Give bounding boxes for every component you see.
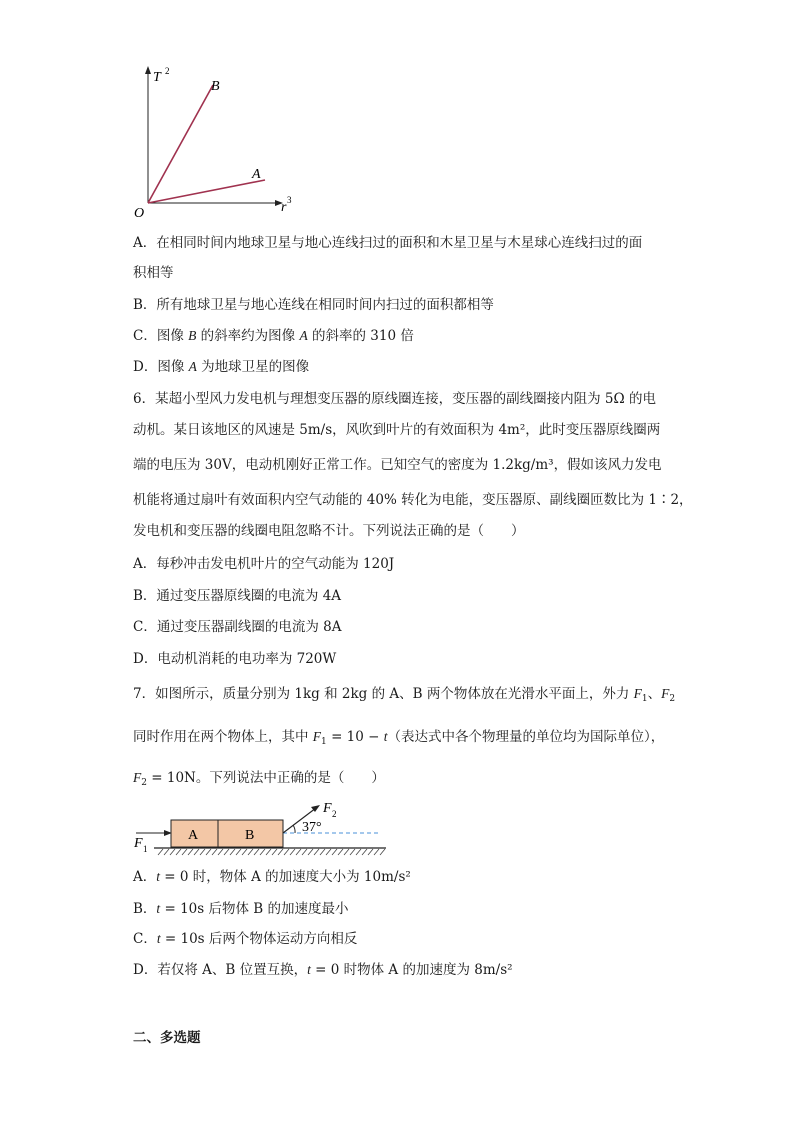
q7-option-b	[133, 899, 348, 919]
q7-option-c	[133, 929, 357, 949]
q7-b-t: t	[156, 901, 161, 916]
q7-a-pre: A．	[133, 869, 157, 885]
section-title-multiple-choice: 二、多选题	[133, 1030, 201, 1046]
q7-line2-pre: 同时作用在两个物体上，其中	[133, 729, 309, 745]
q7-b-post: = 10s 后物体 B 的加速度最小	[160, 901, 349, 917]
q7-d-t: t	[307, 962, 311, 977]
q5-c-pre: C．图像	[133, 328, 189, 344]
q7-option-d	[133, 960, 513, 980]
q7-c-pre: C．	[133, 931, 157, 947]
y-axis-arrow	[145, 66, 151, 74]
q5-option-c	[133, 326, 414, 346]
q7-d-val: 8m/s²	[474, 962, 513, 978]
q7-c-post: = 10s 后两个物体运动方向相反	[160, 931, 358, 947]
q7-line2-post: （表达式中各个物理量的单位均为国际单位），	[387, 729, 665, 745]
f2-label: F	[323, 801, 332, 816]
f1-label-sub: 1	[143, 844, 148, 854]
q7-c-t: t	[156, 931, 161, 946]
q7-separator: 、	[647, 686, 662, 702]
q5-d-post: 为地球卫星的图像	[196, 359, 310, 375]
q7-a-mid: = 0 时，物体 A 的加速度大小为	[160, 869, 364, 885]
q7-f1-subscript: 1	[641, 694, 648, 704]
q7-line2-eq: = 10 −	[326, 729, 384, 745]
q6-stem-line4: 机能将通过扇叶有效面积内空气动能的 40% 转化为电能，变压器原、副线圈匝数比为 1∶2，	[133, 492, 693, 508]
q7-stem-line3	[133, 768, 385, 793]
q7-stem-line1	[133, 684, 675, 709]
line-a	[148, 180, 265, 203]
f1-label: F	[134, 836, 143, 851]
q6-stem-line2: 动机。某日该地区的风速是 5m/s，风吹到叶片的有效面积为 4m²，此时变压器原线圈两	[133, 422, 661, 438]
q6-option-a: A．每秒冲击发电机叶片的空气动能为 120J	[133, 556, 395, 572]
q5-option-d	[133, 357, 309, 377]
q5-c-mid: 的斜率约为图像	[196, 328, 300, 344]
f2-label-sub: 2	[332, 809, 337, 819]
q7-line3-eq: = 10N	[146, 770, 196, 786]
q5-d-pre: D．图像	[133, 359, 189, 375]
q7-line3-sub: 2	[141, 778, 147, 788]
q6-stem-line1: 6．某超小型风力发电机与理想变压器的原线圈连接，变压器的副线圈接内阻为 5Ω 的电	[133, 391, 656, 407]
t2-r3-graph	[128, 60, 298, 225]
q7-a-val: 10m/s²	[363, 869, 411, 885]
angle-arc	[293, 825, 295, 833]
q6-option-c: C．通过变压器副线圈的电流为 8A	[133, 619, 342, 635]
q5-option-a-line2: 积相等	[133, 265, 174, 281]
q7-f1-symbol: F	[633, 686, 642, 701]
q7-d-pre: D．若仅将 A、B 位置互换，	[133, 962, 308, 978]
q6-stem-line5: 发电机和变压器的线圈电阻忽略不计。下列说法正确的是（ ）	[133, 523, 525, 539]
q6-stem-line3: 端的电压为 30V，电动机刚好正常工作。已知空气的密度为 1.2kg/m³，假如该风力发电	[133, 457, 662, 473]
q7-line2-f1: F	[312, 729, 322, 744]
q7-f2-symbol: F	[661, 686, 670, 701]
q7-line3-f: F	[133, 770, 142, 785]
ground-hatching	[158, 849, 385, 855]
q5-c-b: B	[188, 328, 197, 343]
q7-f2-subscript: 2	[669, 694, 676, 704]
q5-option-a-line1: A．在相同时间内地球卫星与地心连线扫过的面积和木星卫星与木星球心连线扫过的面	[133, 235, 643, 251]
angle-label: 37°	[302, 820, 322, 835]
line-b	[148, 85, 213, 203]
x-axis-sup: 3	[287, 195, 292, 205]
block-b-label: B	[245, 828, 255, 843]
q7-line1-text: 7．如图所示，质量分别为 1kg 和 2kg 的 A、B 两个物体放在光滑水平面上，外力	[133, 686, 630, 702]
line-a-label: A	[252, 167, 261, 182]
q5-c-a: A	[299, 328, 308, 343]
y-axis-label: T	[153, 70, 161, 85]
q7-blocks-figure	[130, 798, 390, 862]
block-a-label: A	[188, 828, 199, 843]
q6-option-d: D．电动机消耗的电功率为 720W	[133, 651, 337, 667]
y-axis-sup: 2	[165, 66, 170, 76]
q7-d-mid: = 0 时物体 A 的加速度为	[310, 962, 475, 978]
origin-label: O	[134, 206, 145, 221]
q7-line3-post: 。下列说法中正确的是（ ）	[195, 770, 385, 786]
q7-line2-t: t	[383, 729, 388, 744]
q7-b-pre: B．	[133, 901, 157, 917]
q7-a-t: t	[156, 869, 161, 884]
q5-c-post: 的斜率的 310 倍	[307, 328, 414, 344]
q7-stem-line2	[133, 727, 664, 752]
line-b-label: B	[211, 79, 220, 94]
q7-option-a	[133, 867, 411, 887]
q6-option-b: B．通过变压器原线圈的电流为 4A	[133, 588, 342, 604]
x-axis-label: r	[281, 200, 287, 215]
q7-line2-f1-sub: 1	[321, 737, 327, 747]
q5-option-b: B．所有地球卫星与地心连线在相同时间内扫过的面积都相等	[133, 297, 494, 313]
q5-d-a: A	[188, 359, 197, 374]
